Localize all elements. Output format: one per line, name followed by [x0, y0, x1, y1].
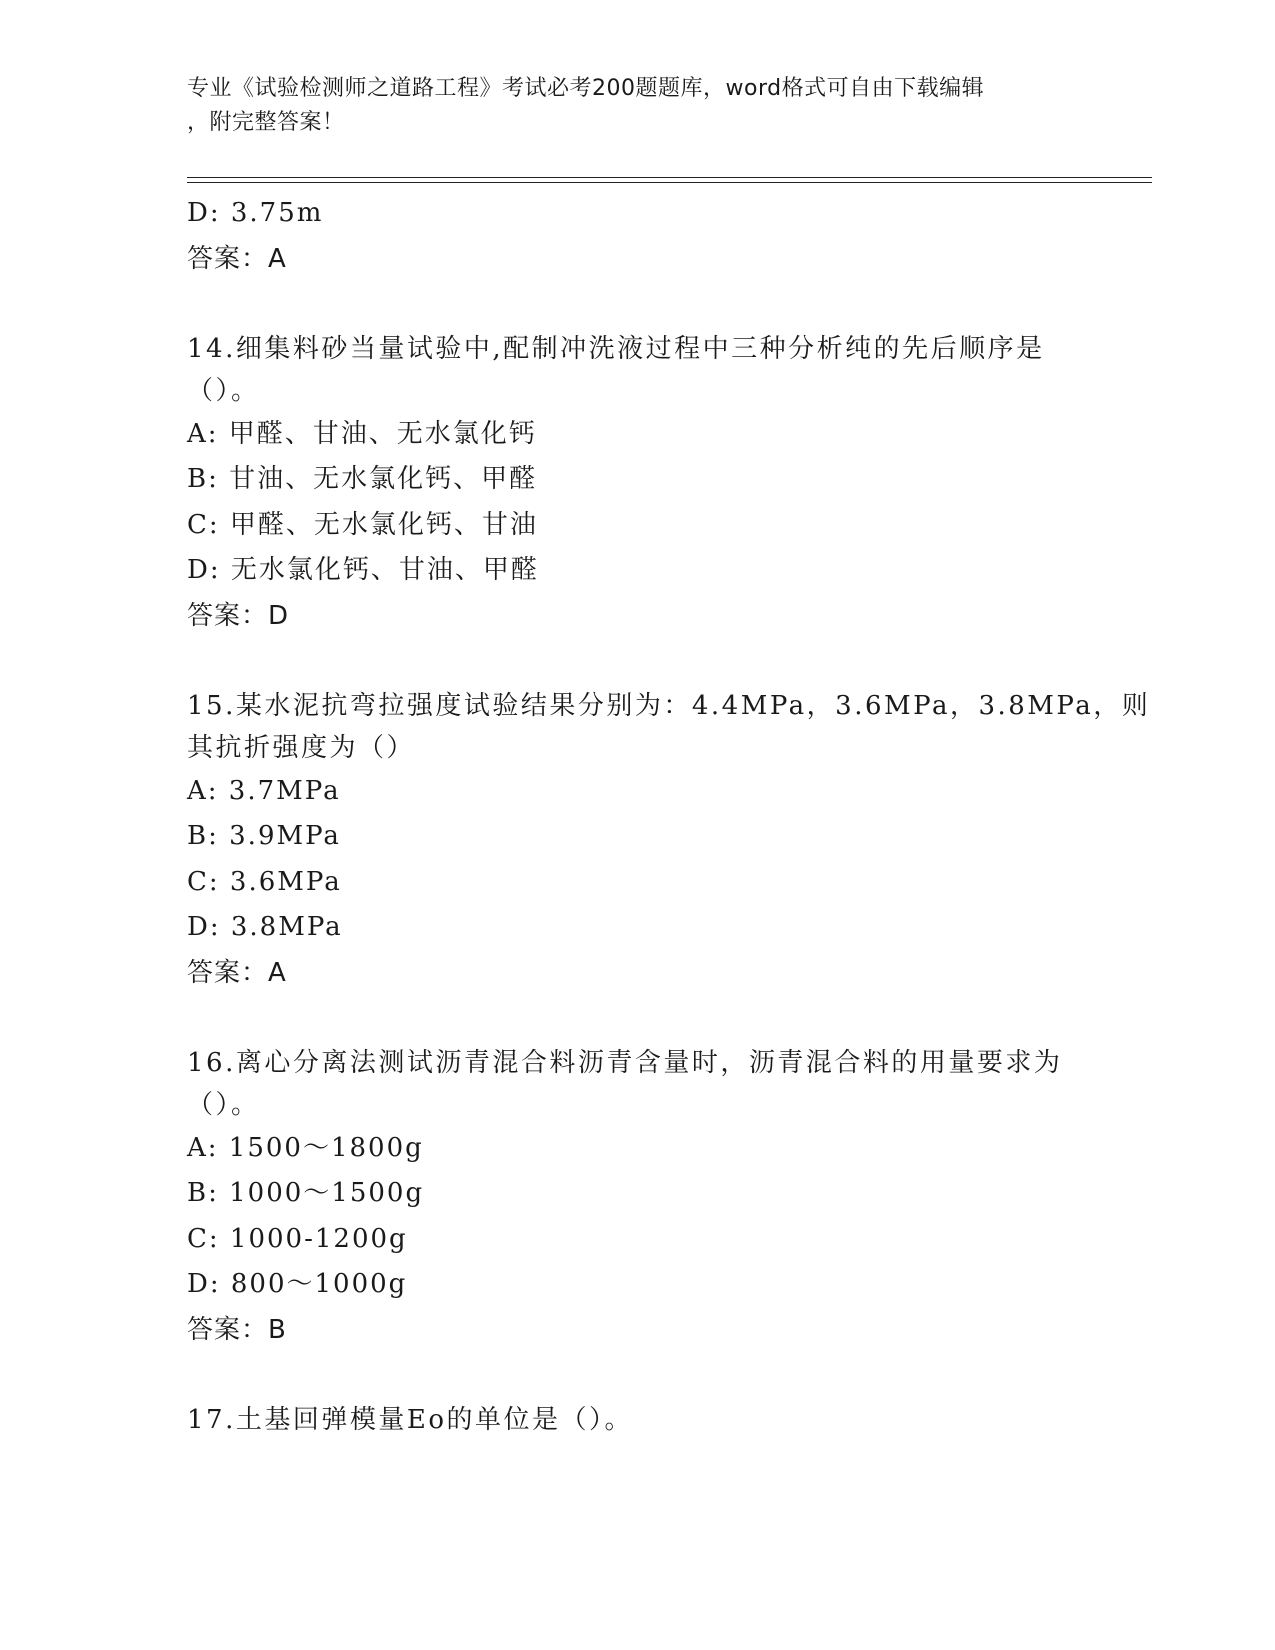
option-a: A: 1500～1800g [187, 1132, 424, 1163]
option-b: B: 甘油、无水氯化钙、甲醛 [187, 464, 538, 494]
question-stem: 16.离心分离法测试沥青混合料沥青含量时，沥青混合料的用量要求为 [187, 1047, 1063, 1078]
question-15 [187, 685, 1151, 997]
question-16 [187, 1042, 1087, 1354]
header-rule-bottom [187, 182, 1152, 183]
question-stem: 15.某水泥抗弯拉强度试验结果分别为：4.4MPa，3.6MPa，3.8MPa，则 [187, 690, 1151, 721]
spacer [187, 282, 1087, 328]
spacer [187, 639, 1087, 685]
spacer [187, 1353, 1087, 1399]
option-b: B: 3.9MPa [187, 821, 341, 851]
question-stem-cont: （）。 [187, 375, 260, 406]
option-b: B: 1000～1500g [187, 1178, 425, 1208]
question-stem: 17.土基回弹模量Eo的单位是（）。 [187, 1404, 633, 1435]
option-c: C: 甲醛、无水氯化钙、甘油 [187, 509, 538, 540]
answer: 答案：B [187, 1314, 287, 1345]
question-stem: 14.细集料砂当量试验中,配制冲洗液过程中三种分析纯的先后顺序是 [187, 333, 1045, 364]
answer: 答案：A [187, 957, 287, 988]
option-c: C: 1000-1200g [187, 1223, 408, 1254]
header-line-2: ，附完整答案！ [187, 110, 345, 135]
option-c: C: 3.6MPa [187, 866, 342, 897]
option-a: A: 甲醛、甘油、无水氯化钙 [187, 418, 537, 449]
question-content [187, 191, 1151, 1441]
question-14 [187, 328, 1087, 640]
question-17 [187, 1399, 1087, 1441]
header-line-1: 专业《试验检测师之道路工程》考试必考200题题库，word格式可自由下载编辑 [187, 76, 985, 101]
option-d: D: 800～1000g [187, 1269, 408, 1299]
answer: 答案：D [187, 600, 290, 631]
spacer [187, 996, 1087, 1042]
option-a: A: 3.7MPa [187, 775, 341, 806]
document-header [187, 72, 1087, 140]
question-stem-cont: 其抗折强度为（） [187, 732, 416, 763]
option-d: D: 无水氯化钙、甘油、甲醛 [187, 555, 539, 585]
prev-answer: 答案：A [187, 243, 287, 274]
prev-option-d: D: 3.75m [187, 198, 324, 228]
header-rule-top [187, 177, 1152, 178]
question-stem-cont: （）。 [187, 1089, 260, 1120]
option-d: D: 3.8MPa [187, 912, 343, 942]
